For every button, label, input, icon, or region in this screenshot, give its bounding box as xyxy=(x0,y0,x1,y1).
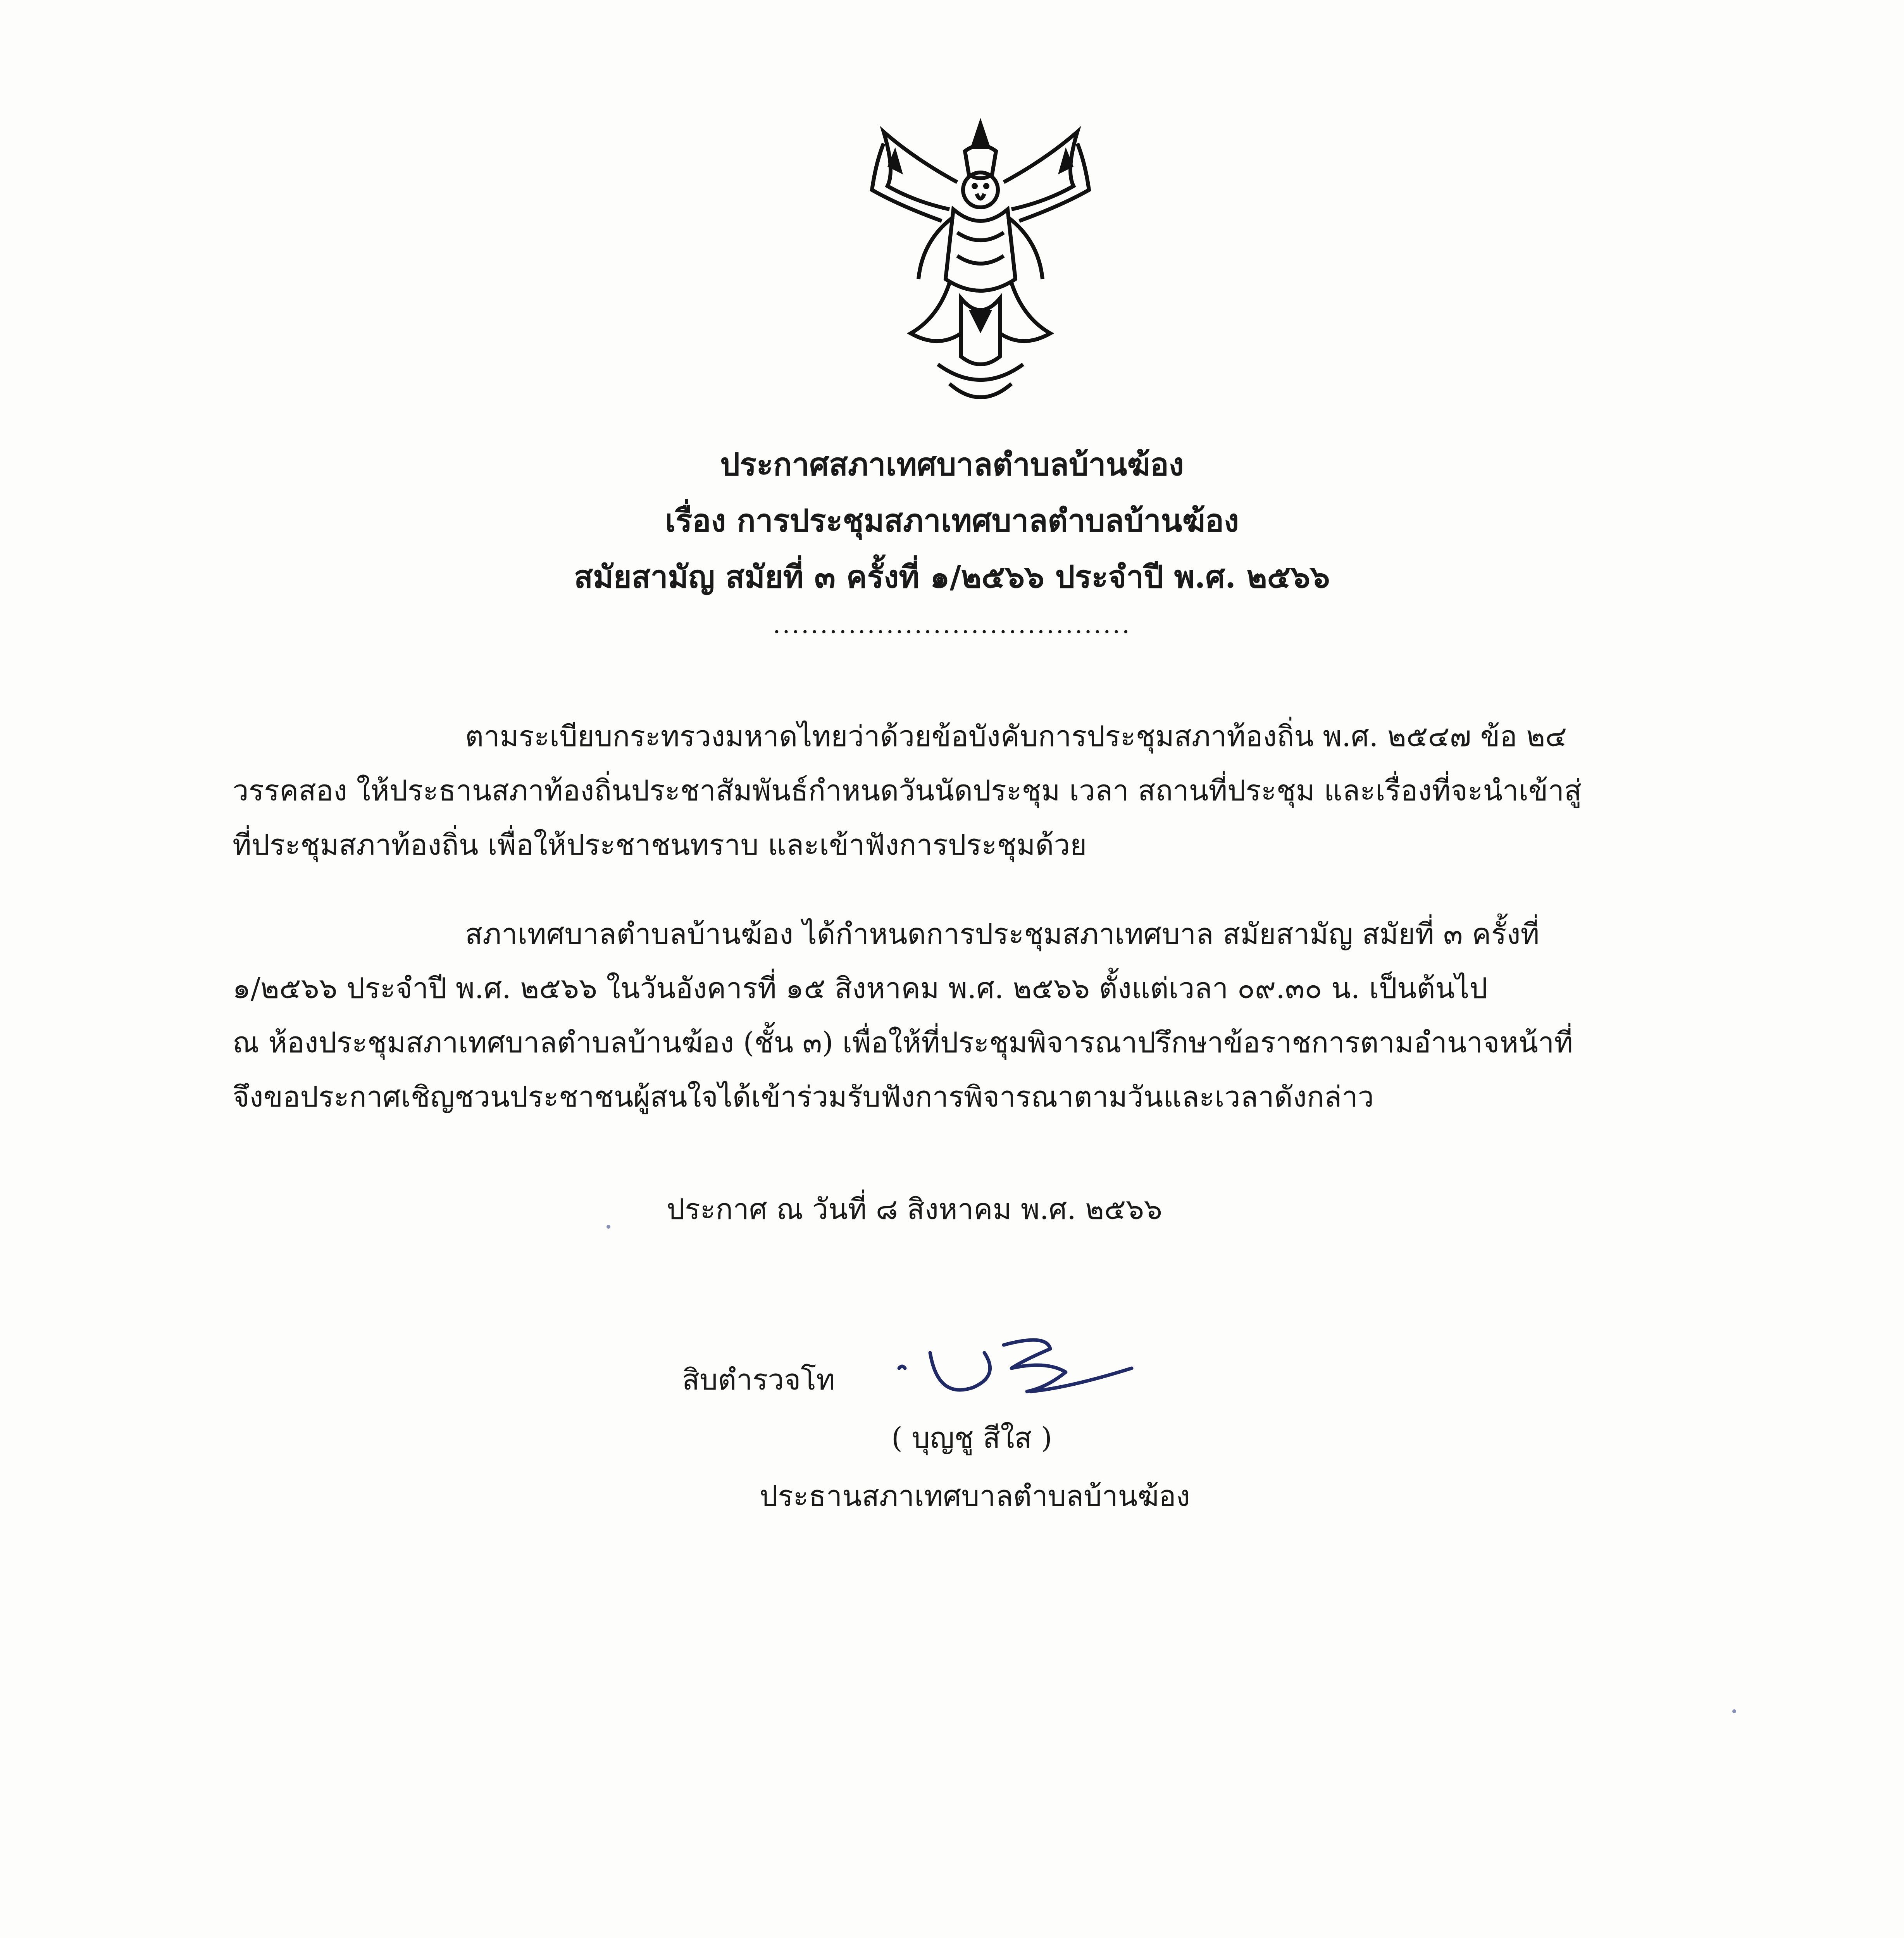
garuda-emblem-icon xyxy=(860,116,1101,419)
announcement-date: ประกาศ ณ วันที่ ๘ สิงหาคม พ.ศ. ๒๕๖๖ xyxy=(667,1193,1163,1226)
heading-separator: ...................................... xyxy=(772,610,1132,639)
announcement-subject: เรื่อง การประชุมสภาเทศบาลตำบลบ้านฆ้อง xyxy=(665,502,1239,539)
paragraph-meeting-details xyxy=(233,907,1779,1124)
paragraph-line: ตามระเบียบกระทรวงมหาดไทยว่าด้วยข้อบังคับการประชุมสภาท้องถิ่น พ.ศ. ๒๕๔๗ ข้อ ๒๔ xyxy=(465,720,1567,753)
ink-speck xyxy=(607,1225,610,1229)
paragraph-line: สภาเทศบาลตำบลบ้านฆ้อง ได้กำหนดการประชุมสภาเทศบาล สมัยสามัญ สมัยที่ ๓ ครั้งที่ xyxy=(465,917,1540,951)
handwritten-signature-icon xyxy=(884,1310,1139,1411)
paragraph-line: ๑/๒๕๖๖ ประจำปี พ.ศ. ๒๕๖๖ ในวันอังคารที่ ๑๕ สิงหาคม พ.ศ. ๒๕๖๖ ตั้งแต่เวลา ๐๙.๓๐ น. เป็นต้นไป xyxy=(233,972,1488,1005)
paragraph-line: ณ ห้องประชุมสภาเทศบาลตำบลบ้านฆ้อง (ชั้น ๓) เพื่อให้ที่ประชุมพิจารณาปรึกษาข้อราชการตามอำนาจหน้าที่ xyxy=(233,1026,1573,1059)
ink-speck xyxy=(1732,1709,1736,1713)
signer-rank: สิบตำรวจโท xyxy=(682,1363,835,1397)
announcement-title: ประกาศสภาเทศบาลตำบลบ้านฆ้อง xyxy=(720,446,1184,483)
paragraph-regulation xyxy=(233,709,1779,872)
paragraph-line: ที่ประชุมสภาท้องถิ่น เพื่อให้ประชาชนทราบ และเข้าฟังการประชุมด้วย xyxy=(233,828,1087,862)
paragraph-line: วรรคสอง ให้ประธานสภาท้องถิ่นประชาสัมพันธ์กำหนดวันนัดประชุม เวลา สถานที่ประชุม และเรื่องที่จะนำเข้าสู่ xyxy=(233,774,1582,807)
announcement-session: สมัยสามัญ สมัยที่ ๓ ครั้งที่ ๑/๒๕๖๖ ประจำปี พ.ศ. ๒๕๖๖ xyxy=(574,559,1330,595)
signer-title: ประธานสภาเทศบาลตำบลบ้านฆ้อง xyxy=(760,1479,1190,1513)
signer-name: ( บุญชู สีใส ) xyxy=(891,1421,1053,1455)
paragraph-line: จึงขอประกาศเชิญชวนประชาชนผู้สนใจได้เข้าร่วมรับฟังการพิจารณาตามวันและเวลาดังกล่าว xyxy=(233,1080,1374,1114)
